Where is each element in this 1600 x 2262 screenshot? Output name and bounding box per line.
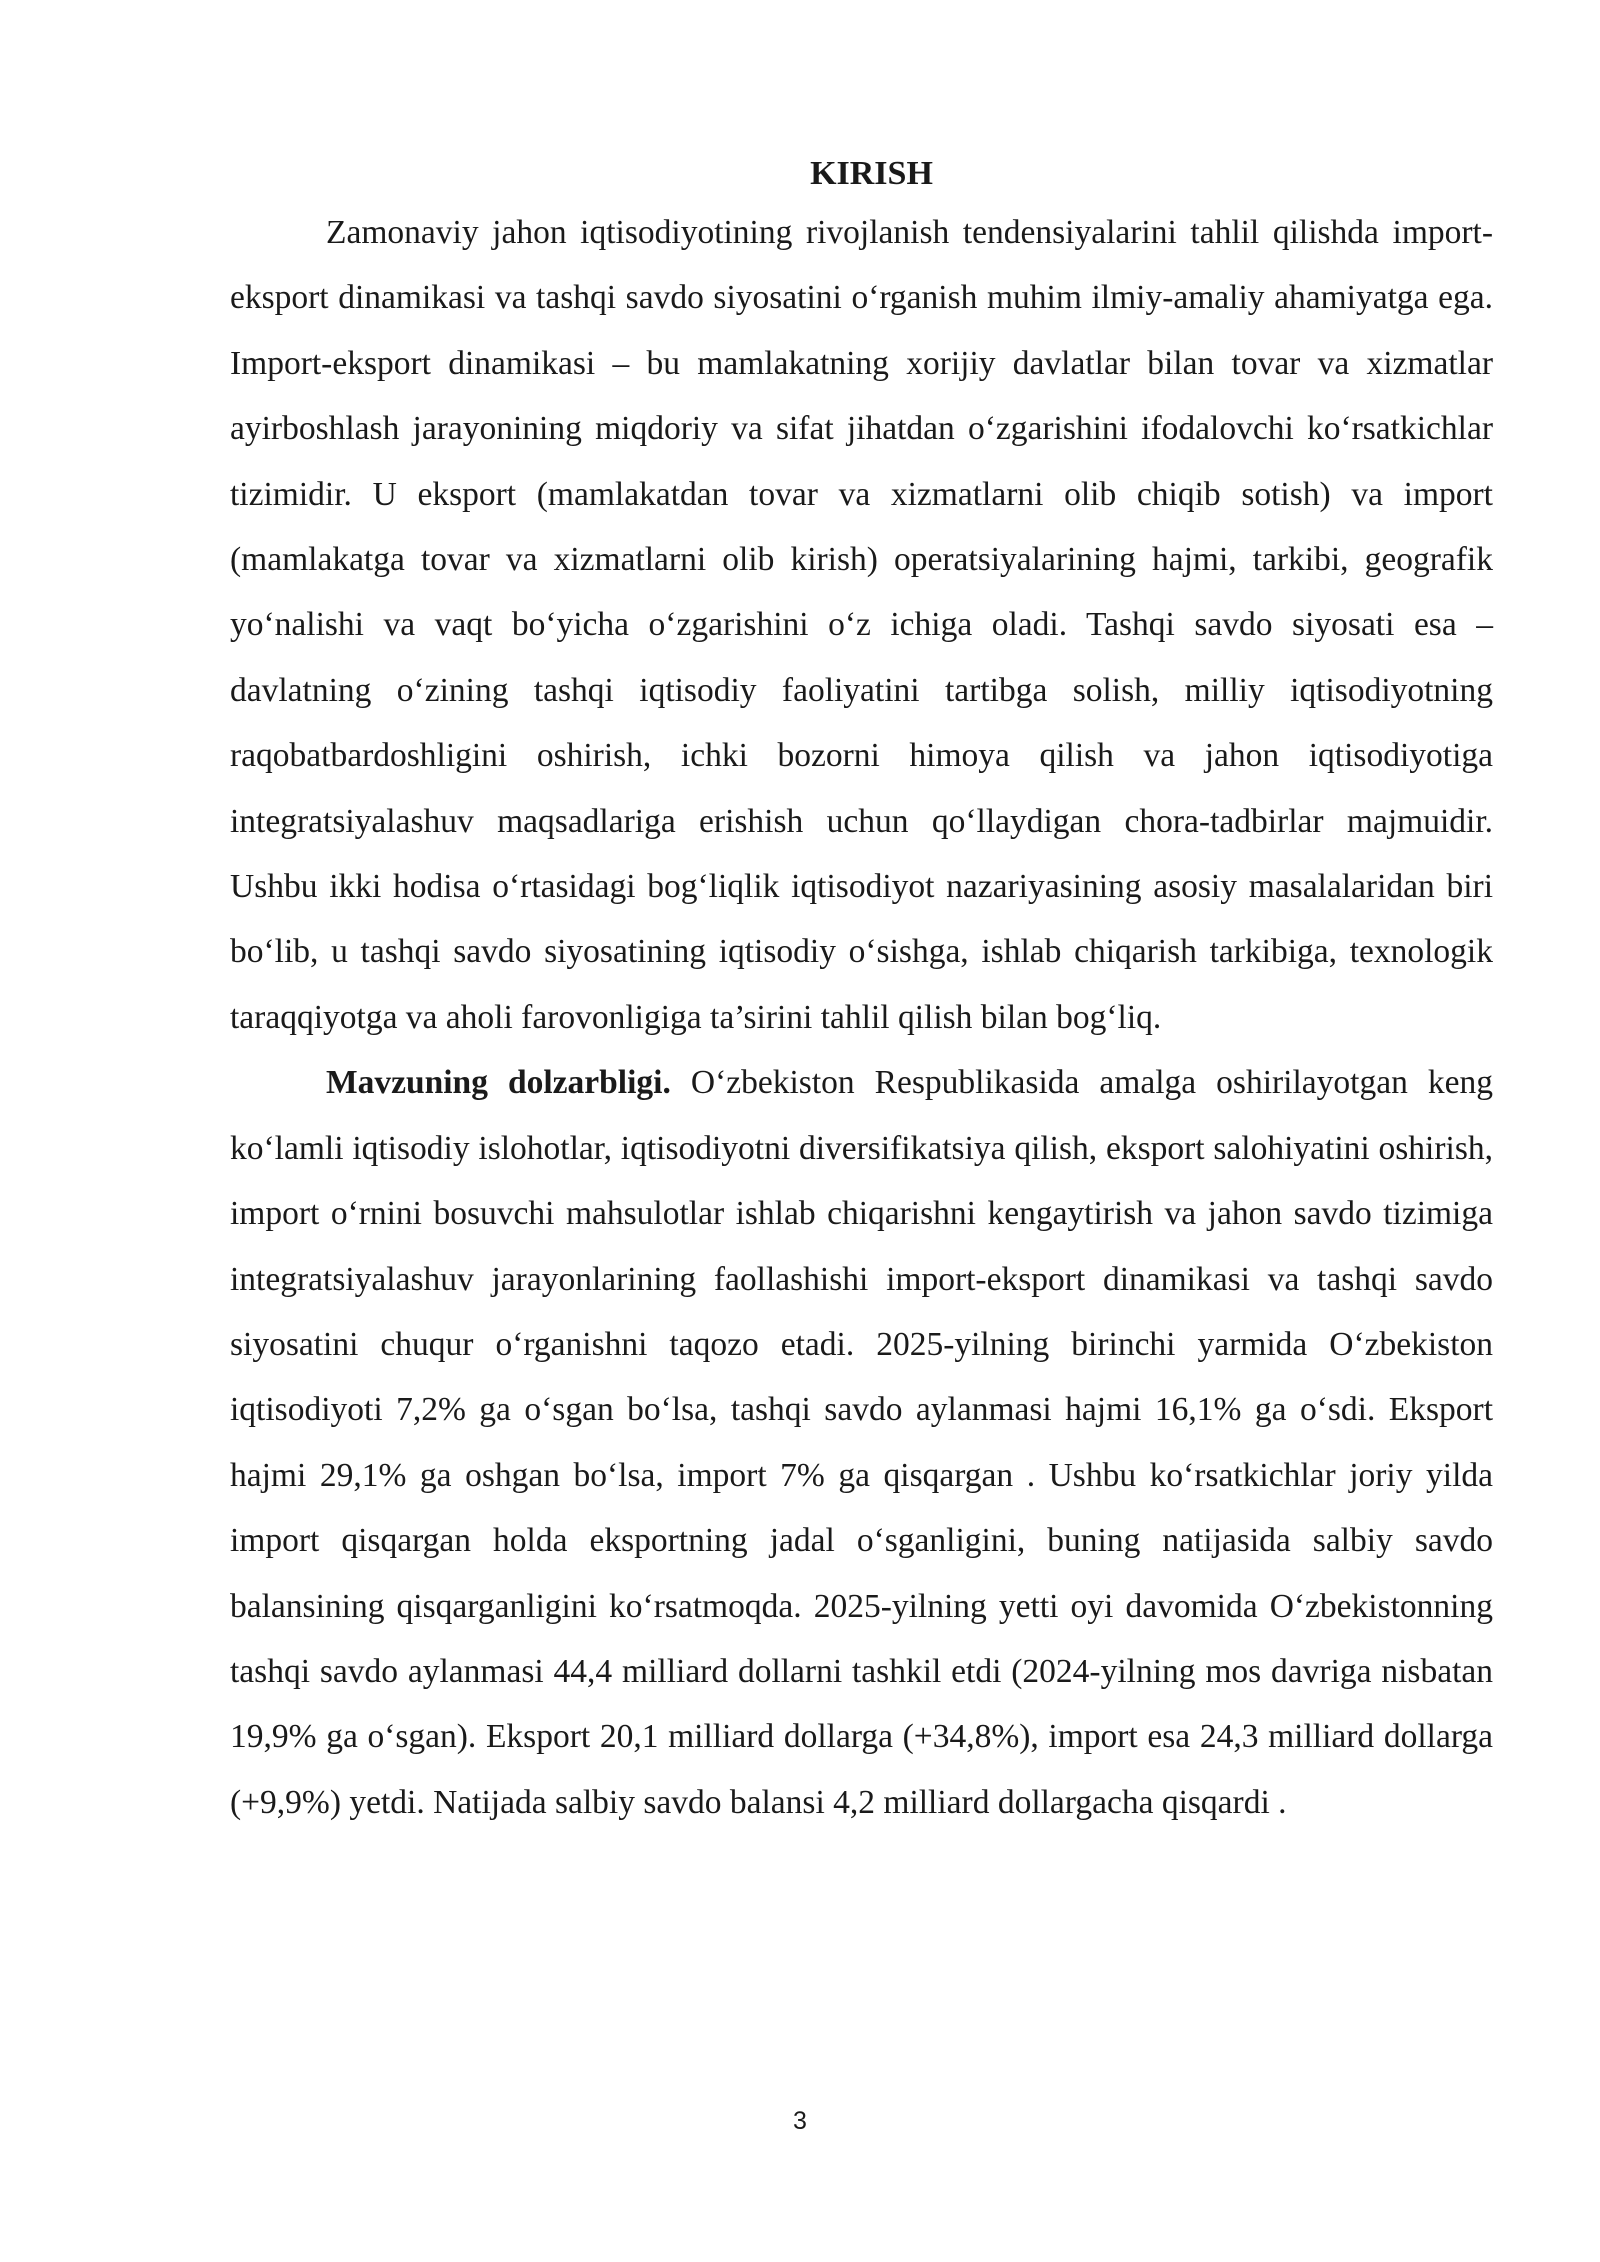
page-content <box>230 148 1493 1835</box>
relevance-lead: Mavzuning dolzarbligi. <box>326 1064 671 1102</box>
page-number: 3 <box>793 2107 807 2135</box>
relevance-body: O‘zbekiston Respublikasida amalga oshirilayotgan keng ko‘lamli iqtisodiy islohotlar, iqtisodiyotni diversifikatsiya qilish, eksport salohiyatini oshirish, import o‘rnini bosuvchi mahsulotlar ishlab chiqarishni kengaytirish va jahon savdo tizimiga integratsiyalashuv jarayonlarining faollashishi import-eksport dinamikasi va tashqi savdo siyosatini chuqur o‘rganishni taqozo etadi. 2025-yilning birinchi yarmida O‘zbekiston iqtisodiyoti 7,2% ga o‘sgan bo‘lsa, tashqi savdo aylanmasi hajmi 16,1% ga o‘sdi. Eksport hajmi 29,1% ga oshgan bo‘lsa, import 7% ga qisqargan . Ushbu ko‘rsatkichlar joriy yilda import qisqargan holda eksportning jadal o‘sganligini, buning natijasida salbiy savdo balansining qisqarganligini ko‘rsatmoqda. 2025-yilning yetti oyi davomida O‘zbekistonning tashqi savdo aylanmasi 44,4 milliard dollarni tashkil etdi (2024-yilning mos davriga nisbatan 19,9% ga o‘sgan). Eksport 20,1 milliard dollarga (+34,8%), import esa 24,3 milliard dollarga (+9,9%) yetdi. Natijada salbiy savdo balansi 4,2 milliard dollargacha qisqardi . <box>230 1064 1493 1821</box>
section-heading: KIRISH <box>810 155 933 192</box>
intro-paragraph: Zamonaviy jahon iqtisodiyotining rivojlanish tendensiyalarini tahlil qilishda import-eksport dinamikasi va tashqi savdo siyosatini o‘rganish muhim ilmiy-amaliy ahamiyatga ega. Import-eksport dinamikasi – bu mamlakatning xorijiy davlatlar bilan tovar va xizmatlar ayirboshlash jarayonining miqdoriy va sifat jihatdan o‘zgarishini ifodalovchi ko‘rsatkichlar tizimidir. U eksport (mamlakatdan tovar va xizmatlarni olib chiqib sotish) va import (mamlakatga tovar va xizmatlarni olib kirish) operatsiyalarining hajmi, tarkibi, geografik yo‘nalishi va vaqt bo‘yicha o‘zgarishini o‘z ichiga oladi. Tashqi savdo siyosati esa – davlatning o‘zining tashqi iqtisodiy faoliyatini tartibga solish, milliy iqtisodiyotning raqobatbardoshligini oshirish, ichki bozorni himoya qilish va jahon iqtisodiyotiga integratsiyalashuv maqsadlariga erishish uchun qo‘llaydigan chora-tadbirlar majmuidir. Ushbu ikki hodisa o‘rtasidagi bog‘liqlik iqtisodiyot nazariyasining asosiy masalalaridan biri bo‘lib, u tashqi savdo siyosatining iqtisodiy o‘sishga, ishlab chiqarish tarkibiga, texnologik taraqqiyotga va aholi farovonligiga ta’sirini tahlil qilish bilan bog‘liq. <box>230 214 1493 1036</box>
relevance-paragraph <box>230 1050 1493 1835</box>
